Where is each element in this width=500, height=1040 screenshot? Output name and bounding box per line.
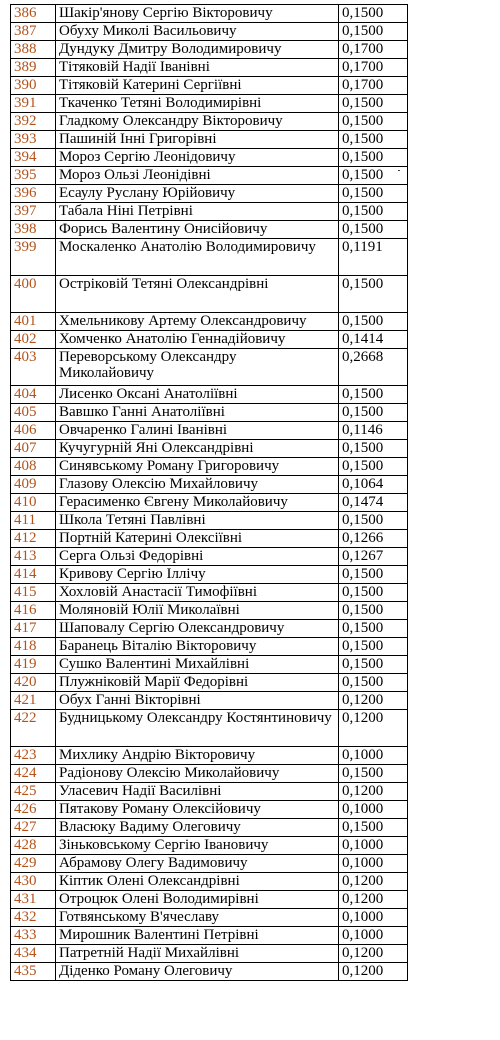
person-name: Плужніковій Марії Федорівні	[56, 674, 339, 692]
plot-area-value: 0,1500	[339, 221, 408, 239]
table-row	[11, 873, 408, 891]
plot-area-value: 0,1200	[339, 945, 408, 963]
row-number: 393	[11, 131, 56, 149]
person-name: Власюку Вадиму Олеговичу	[56, 819, 339, 837]
person-name: Форись Валентину Онисійовичу	[56, 221, 339, 239]
row-number: 405	[11, 404, 56, 422]
table-row	[11, 765, 408, 783]
plot-area-value: 0,1500	[339, 404, 408, 422]
table-row	[11, 276, 408, 313]
person-name: Мороз Ользі Леонідівні	[56, 167, 339, 185]
table-row	[11, 59, 408, 77]
plot-area-value: 0,1500	[339, 656, 408, 674]
plot-area-value: 0,1200	[339, 783, 408, 801]
person-name: Готвянському В'ячеславу	[56, 909, 339, 927]
table-row	[11, 386, 408, 404]
table-row	[11, 512, 408, 530]
plot-area-value: 0,1500	[339, 149, 408, 167]
row-number: 411	[11, 512, 56, 530]
person-name: Переворському Олександру Миколайовичу	[56, 349, 339, 386]
row-number: 432	[11, 909, 56, 927]
table-row	[11, 422, 408, 440]
plot-area-value: 0,1700	[339, 41, 408, 59]
person-name: Синявському Роману Григоровичу	[56, 458, 339, 476]
plot-area-value: 0,1000	[339, 747, 408, 765]
row-number: 409	[11, 476, 56, 494]
table-row	[11, 313, 408, 331]
row-number: 410	[11, 494, 56, 512]
plot-area-value: 0,1500	[339, 185, 408, 203]
table-row	[11, 349, 408, 386]
table-row	[11, 548, 408, 566]
person-name: Москаленко Анатолію Володимировичу	[56, 239, 339, 276]
row-number: 426	[11, 801, 56, 819]
plot-area-value: 0,1500	[339, 620, 408, 638]
plot-area-value: 0,1500	[339, 95, 408, 113]
person-name: Хмельникову Артему Олександровичу	[56, 313, 339, 331]
stray-mark	[398, 170, 400, 171]
row-number: 431	[11, 891, 56, 909]
row-number: 400	[11, 276, 56, 313]
row-number: 390	[11, 77, 56, 95]
plot-area-value: 0,1267	[339, 548, 408, 566]
person-name: Вавшко Ганні Анатоліївні	[56, 404, 339, 422]
row-number: 434	[11, 945, 56, 963]
row-number: 394	[11, 149, 56, 167]
table-row	[11, 909, 408, 927]
table-row	[11, 837, 408, 855]
plot-area-value: 0,1500	[339, 819, 408, 837]
person-name: Уласевич Надії Василівні	[56, 783, 339, 801]
plot-area-value: 0,1500	[339, 512, 408, 530]
row-number: 424	[11, 765, 56, 783]
table-row	[11, 149, 408, 167]
plot-area-value: 0,1500	[339, 113, 408, 131]
plot-area-value: 0,1414	[339, 331, 408, 349]
person-name: Ткаченко Тетяні Володимирівні	[56, 95, 339, 113]
table-row	[11, 239, 408, 276]
person-name: Пятакову Роману Олексійовичу	[56, 801, 339, 819]
person-name: Портній Катерині Олексіївні	[56, 530, 339, 548]
plot-area-value: 0,1500	[339, 458, 408, 476]
row-number: 417	[11, 620, 56, 638]
table-row	[11, 203, 408, 221]
row-number: 429	[11, 855, 56, 873]
table-row	[11, 747, 408, 765]
person-name: Хохловій Анастасії Тимофіївні	[56, 584, 339, 602]
row-number: 388	[11, 41, 56, 59]
table-row	[11, 95, 408, 113]
table-row	[11, 710, 408, 747]
person-name: Табала Ніні Петрівні	[56, 203, 339, 221]
row-number: 423	[11, 747, 56, 765]
plot-area-value: 0,1500	[339, 584, 408, 602]
row-number: 416	[11, 602, 56, 620]
person-name: Зіньковському Сергію Івановичу	[56, 837, 339, 855]
table-row	[11, 620, 408, 638]
plot-area-value: 0,1500	[339, 440, 408, 458]
plot-area-value: 0,1000	[339, 855, 408, 873]
plot-area-value: 0,1064	[339, 476, 408, 494]
table-row	[11, 855, 408, 873]
row-number: 404	[11, 386, 56, 404]
table-row	[11, 331, 408, 349]
table-row	[11, 819, 408, 837]
plot-area-value: 0,2668	[339, 349, 408, 386]
plot-area-value: 0,1000	[339, 909, 408, 927]
row-number: 428	[11, 837, 56, 855]
row-number: 422	[11, 710, 56, 747]
row-number: 389	[11, 59, 56, 77]
person-name: Будницькому Олександру Костянтиновичу	[56, 710, 339, 747]
plot-area-value: 0,1266	[339, 530, 408, 548]
person-name: Пашиній Інні Григорівні	[56, 131, 339, 149]
table-row	[11, 891, 408, 909]
row-number: 419	[11, 656, 56, 674]
row-number: 427	[11, 819, 56, 837]
row-number: 430	[11, 873, 56, 891]
row-number: 398	[11, 221, 56, 239]
person-name: Баранець Віталію Вікторовичу	[56, 638, 339, 656]
person-name: Лисенко Оксані Анатоліївні	[56, 386, 339, 404]
person-name: Обуху Миколі Васильовичу	[56, 23, 339, 41]
table-row	[11, 927, 408, 945]
person-name: Шакір'янову Сергію Вікторовичу	[56, 5, 339, 23]
person-name: Михлику Андрію Вікторовичу	[56, 747, 339, 765]
plot-area-value: 0,1200	[339, 692, 408, 710]
plot-area-value: 0,1700	[339, 77, 408, 95]
row-number: 401	[11, 313, 56, 331]
row-number: 421	[11, 692, 56, 710]
plot-area-value: 0,1000	[339, 837, 408, 855]
plot-area-value: 0,1500	[339, 765, 408, 783]
person-name: Мирошник Валентині Петрівні	[56, 927, 339, 945]
person-name: Кучугурній Яні Олександрівні	[56, 440, 339, 458]
person-name: Кривову Сергію Іллічу	[56, 566, 339, 584]
plot-area-value: 0,1700	[339, 59, 408, 77]
plot-area-value: 0,1191	[339, 239, 408, 276]
plot-area-value: 0,1500	[339, 674, 408, 692]
table-row	[11, 185, 408, 203]
plot-area-value: 0,1500	[339, 23, 408, 41]
table-row	[11, 41, 408, 59]
table-row	[11, 23, 408, 41]
row-number: 413	[11, 548, 56, 566]
table-row	[11, 77, 408, 95]
plot-area-value: 0,1200	[339, 963, 408, 981]
row-number: 407	[11, 440, 56, 458]
person-name: Радіонову Олексію Миколайовичу	[56, 765, 339, 783]
person-name: Герасименко Євгену Миколайовичу	[56, 494, 339, 512]
allocation-table-body	[11, 5, 408, 981]
table-row	[11, 113, 408, 131]
person-name: Школа Тетяні Павлівні	[56, 512, 339, 530]
plot-area-value: 0,1500	[339, 131, 408, 149]
row-number: 415	[11, 584, 56, 602]
plot-area-value: 0,1000	[339, 927, 408, 945]
row-number: 395	[11, 167, 56, 185]
person-name: Обух Ганні Вікторівні	[56, 692, 339, 710]
person-name: Овчаренко Галині Іванівні	[56, 422, 339, 440]
row-number: 392	[11, 113, 56, 131]
person-name: Отроцюк Олені Володимирівні	[56, 891, 339, 909]
table-row	[11, 476, 408, 494]
person-name: Хомченко Анатолію Геннадійовичу	[56, 331, 339, 349]
row-number: 433	[11, 927, 56, 945]
table-row	[11, 131, 408, 149]
person-name: Тітяковій Надії Іванівні	[56, 59, 339, 77]
row-number: 402	[11, 331, 56, 349]
plot-area-value: 0,1500	[339, 203, 408, 221]
plot-area-value: 0,1500	[339, 386, 408, 404]
row-number: 418	[11, 638, 56, 656]
person-name: Абрамову Олегу Вадимовичу	[56, 855, 339, 873]
plot-area-value: 0,1500	[339, 167, 408, 185]
allocation-table	[10, 4, 408, 981]
row-number: 386	[11, 5, 56, 23]
table-row	[11, 566, 408, 584]
person-name: Кіптик Олені Олександрівні	[56, 873, 339, 891]
plot-area-value: 0,1000	[339, 801, 408, 819]
row-number: 387	[11, 23, 56, 41]
person-name: Діденко Роману Олеговичу	[56, 963, 339, 981]
table-row	[11, 584, 408, 602]
person-name: Острiковій Тетяні Олександрівні	[56, 276, 339, 313]
table-row	[11, 602, 408, 620]
row-number: 412	[11, 530, 56, 548]
person-name: Глазову Олексію Михайловичу	[56, 476, 339, 494]
plot-area-value: 0,1146	[339, 422, 408, 440]
plot-area-value: 0,1500	[339, 313, 408, 331]
table-row	[11, 656, 408, 674]
row-number: 435	[11, 963, 56, 981]
table-row	[11, 783, 408, 801]
plot-area-value: 0,1200	[339, 873, 408, 891]
table-row	[11, 945, 408, 963]
table-row	[11, 5, 408, 23]
table-row	[11, 963, 408, 981]
plot-area-value: 0,1500	[339, 5, 408, 23]
table-row	[11, 458, 408, 476]
table-row	[11, 221, 408, 239]
plot-area-value: 0,1500	[339, 276, 408, 313]
table-row	[11, 440, 408, 458]
plot-area-value: 0,1200	[339, 710, 408, 747]
person-name: Шаповалу Сергію Олександровичу	[56, 620, 339, 638]
table-row	[11, 530, 408, 548]
row-number: 408	[11, 458, 56, 476]
row-number: 396	[11, 185, 56, 203]
row-number: 406	[11, 422, 56, 440]
plot-area-value: 0,1474	[339, 494, 408, 512]
person-name: Дундуку Дмитру Володимировичу	[56, 41, 339, 59]
table-row	[11, 494, 408, 512]
table-row	[11, 404, 408, 422]
person-name: Серга Ользі Федорівні	[56, 548, 339, 566]
person-name: Есаулу Руслану Юрійовичу	[56, 185, 339, 203]
person-name: Гладкому Олександру Вікторовичу	[56, 113, 339, 131]
row-number: 403	[11, 349, 56, 386]
table-row	[11, 674, 408, 692]
row-number: 420	[11, 674, 56, 692]
row-number: 399	[11, 239, 56, 276]
plot-area-value: 0,1500	[339, 566, 408, 584]
person-name: Сушко Валентині Михайлівні	[56, 656, 339, 674]
plot-area-value: 0,1500	[339, 602, 408, 620]
table-row	[11, 692, 408, 710]
table-row	[11, 801, 408, 819]
person-name: Тітяковій Катерині Сергіївні	[56, 77, 339, 95]
person-name: Моляновій Юлії Миколаївні	[56, 602, 339, 620]
plot-area-value: 0,1200	[339, 891, 408, 909]
plot-area-value: 0,1500	[339, 638, 408, 656]
row-number: 391	[11, 95, 56, 113]
person-name: Мороз Сергію Леонідовичу	[56, 149, 339, 167]
table-row	[11, 167, 408, 185]
table-row	[11, 638, 408, 656]
person-name: Патретній Надії Михайлівні	[56, 945, 339, 963]
row-number: 425	[11, 783, 56, 801]
row-number: 414	[11, 566, 56, 584]
row-number: 397	[11, 203, 56, 221]
